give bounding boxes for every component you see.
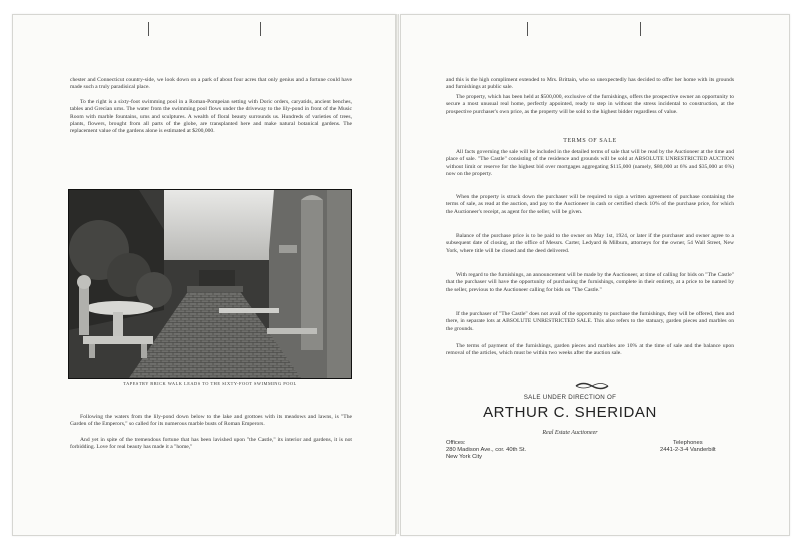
telephones-label: Telephones: [673, 440, 703, 446]
binding-mark: [527, 22, 528, 36]
right-paragraph-1: and this is the high compliment extended to Mrs. Brittain, who so unexpectedly has decided to offer her home with its grounds and furnishings at public sale.: [446, 77, 734, 91]
auctioneer-title: Real Estate Auctioneer: [542, 430, 598, 436]
left-paragraph-3: Following the waters from the lily-pond down below to the lake and grottoes with its meadows and lawns, is "The Garden of the Emperors," so called for its numerous marble busts of Roman Emperors.: [70, 414, 352, 428]
left-paragraph-2: To the right is a sixty-foot swimming pool in a Roman-Pompeian setting with Doric orders, caryatids, ancient benches, tables and Grecian urns. The water from the swimming pool flows under the driveway to the lily-pond in front of the Music Room with marble fountains, urns and sculptures. A wealth of floral beauty surrounds us. Hundreds of varieties of trees, plants, flowers, brought from all parts of the globe, are transplanted here and make natural botanical gardens. The replacement value of the gardens alone is estimated at $200,000.: [70, 99, 352, 135]
left-paragraph-4: And yet in spite of the tremendous fortune that has been lavished upon "the Castle," its interior and gardens, it is not forbidding. Love for real beauty has made it a "home,": [70, 437, 352, 451]
terms-paragraph-3: Balance of the purchase price is to be paid to the owner on May 1st, 1924, or later if the purchaser and owner agree to a subsequent date of closing, at the office of Messrs. Carter, Ledyard & Milburn, attorneys for the owner, 54 Wall Street, New York, where title will be closed and the deed delivered.: [446, 233, 734, 254]
terms-heading: TERMS OF SALE: [563, 138, 617, 144]
terms-paragraph-6: The terms of payment of the furnishings, garden pieces and marbles are 10% at the time of sale and the balance upon removal of the articles, which must be within two weeks after the auction sale.: [446, 343, 734, 357]
terms-paragraph-2: When the property is struck down the purchaser will be required to sign a written agreement of purchase containing the terms of sale, as read at the auction, and pay to the Auctioneer in cash or certified check 10% of the purchase price, for which the Auctioneer's receipt, as agent for the seller, will be given.: [446, 194, 734, 215]
sale-under-direction: SALE UNDER DIRECTION OF: [523, 394, 617, 401]
terms-paragraph-4: With regard to the furnishings, an announcement will be made by the Auctioneer, at time of calling for bids on "The Castle" that the purchaser will have the opportunity of purchasing the furnishings, complete in their entirety, at a price to be named by the seller, previous to the Auctioneer calling for bids on "The Castle.": [446, 272, 734, 293]
auctioneer-name: ARTHUR C. SHERIDAN: [483, 404, 657, 421]
binding-mark: [260, 22, 261, 36]
terms-paragraph-1: All facts governing the sale will be included in the detailed terms of sale that will be read by the Auctioneer at the time and place of sale. "The Castle" consisting of the residence and grounds will be sold at ABSOLUTE UNRESTRICTED AUCTION without limit or reserve for the highest bid over mortgages aggregating $115,000 (namely, $80,000 at 6% and $35,000 at 6%) now on the property.: [446, 149, 734, 177]
offices-address-line-2: New York City: [446, 454, 483, 460]
offices-block: [446, 440, 526, 461]
terms-paragraph-5: If the purchaser of "The Castle" does not avail of the opportunity to purchase the furnishings, they will be offered, then and there, in separate lots at ABSOLUTE UNRESTRICTED SALE. This also refers to the statuary, garden pieces and marbles on the grounds.: [446, 311, 734, 332]
garden-photo: [68, 189, 352, 379]
binding-mark: [640, 22, 641, 36]
telephones-number: 2441-2-3-4 Vanderbilt: [660, 447, 716, 453]
offices-label: Offices:: [446, 440, 466, 446]
page-spine: [396, 14, 399, 534]
right-paragraph-2: The property, which has been held at $500,000, exclusive of the furnishings, offers the prospective owner an opportunity to secure a most unusual real home, perfectly appointed, ready to step in without the stress incidental to construction, at the prospective purchaser's own price, as the property will be sold to the highest bidder regardless of value.: [446, 94, 734, 115]
binding-mark: [148, 22, 149, 36]
photo-caption: TAPESTRY BRICK WALK LEADS TO THE SIXTY-FOOT SWIMMING POOL: [123, 381, 297, 386]
telephones-block: [660, 440, 716, 454]
ornament-icon: [574, 382, 610, 390]
offices-address-line-1: 280 Madison Ave., cor. 40th St.: [446, 447, 527, 453]
left-paragraph-1: chester and Connecticut country-side, we look down on a park of about four acres that only genius and a fortune could have made such a truly paradisical place.: [70, 77, 352, 91]
